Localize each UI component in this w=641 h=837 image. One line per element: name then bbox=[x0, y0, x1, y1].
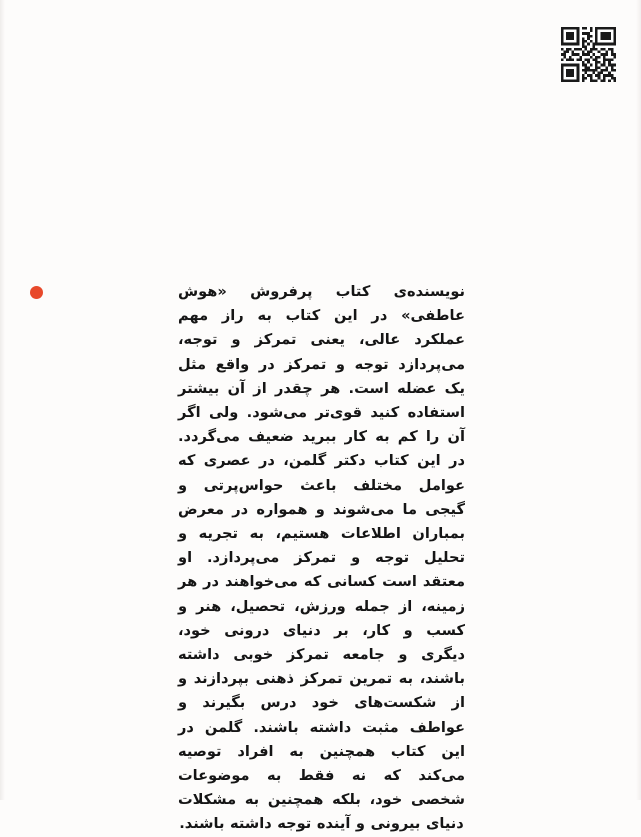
qr-code-svg bbox=[561, 27, 616, 82]
blurb-paragraph: نویسنده‌ی کتاب پرفروش «هوش عاطفی» در این کتاب به راز مهم عملکرد عالی، یعنی تمرکز و توجه، می‌پردازد توجه و تمرکز در واقع مثل یک عضله است. هر چقدر از آن بیشتر استفاده کنید قوی‌تر می‌شود. ولی اگر آن را کم به کار ببرید ضعیف می‌گردد. در این کتاب دکتر گلمن، در عصری که عوامل مختلف باعث حواس‌پرتی و گیجی ما می‌شوند و همواره در معرض بمباران اطلاعات هستیم، به تجریه و تحلیل توجه و تمرکز می‌پردازد. او معتقد است کسانی که می‌خواهند در هر زمینه، از جمله ورزش، تحصیل، هنر و کسب و کار، بر دنیای درونی خود، دیگری و جامعه تمرکز خوبی داشته باشند، به تمرین تمرکز ذهنی بپردازند و از شکست‌های خود درس بگیرند و عواطف مثبت داشته باشند. گلمن در این کتاب همچنین به افراد توصیه می‌کند که نه فقط به موضوعات شخصی خود، بلکه همچنین به مشکلات دنیای بیرونی و آینده توجه داشته باشند. bbox=[178, 283, 465, 833]
accent-bullet-dot bbox=[30, 286, 43, 299]
back-cover-blurb bbox=[178, 280, 465, 837]
qr-code-icon[interactable] bbox=[561, 27, 616, 82]
